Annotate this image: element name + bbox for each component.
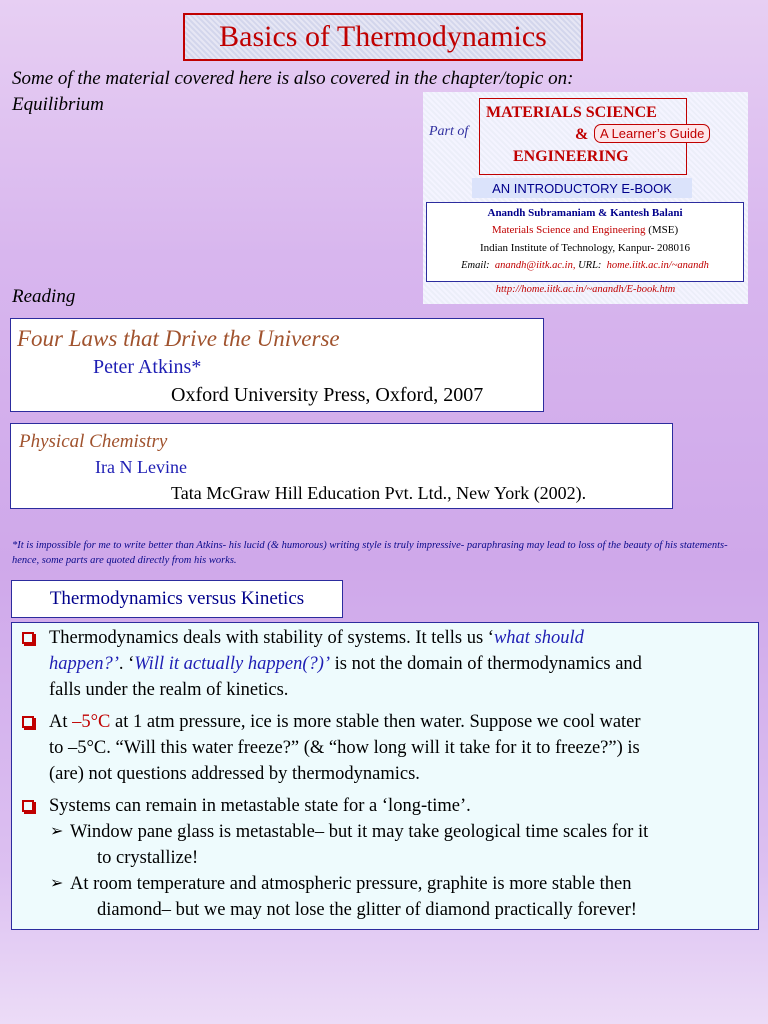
bullet-icon — [22, 716, 34, 728]
book-publisher: Tata McGraw Hill Education Pvt. Ltd., New York (2002). — [171, 483, 587, 503]
text: is not the domain of thermodynamics and — [330, 654, 642, 674]
section-title-box — [11, 580, 343, 618]
book-author: Peter Atkins* — [93, 356, 202, 378]
bullet-icon — [22, 800, 34, 812]
book-title: Physical Chemistry — [19, 431, 168, 452]
ebook-author-box — [426, 202, 744, 282]
intro-text: Some of the material covered here is also covered in the chapter/topic on: — [12, 68, 574, 89]
text: at 1 atm pressure, ice is more stable then water. Suppose we cool water — [110, 712, 641, 732]
sub-bullet-1-line-2: to crystallize! — [97, 848, 199, 868]
sub-bullet-1-line-1: Window pane glass is metastable– but it may take geological time scales for it — [70, 822, 649, 842]
ebook-title-line1: MATERIALS SCIENCE — [486, 104, 657, 121]
ebook-email-label: Email: — [461, 260, 490, 271]
ebook-banner — [423, 92, 748, 304]
ebook-authors: Anandh Subramaniam & Kantesh Balani — [487, 207, 683, 219]
book-reference-2 — [10, 423, 673, 509]
book-author: Ira N Levine — [95, 457, 187, 477]
bullet-1-line-3: falls under the realm of kinetics. — [49, 680, 289, 700]
sub-bullet-2-line-2: diamond– but we may not lose the glitter of diamond practically forever! — [97, 900, 637, 920]
bullet-3-line-1: Systems can remain in metastable state for a ‘long-time’. — [49, 796, 471, 816]
text: Thermodynamics deals with stability of systems. It tells us ‘ — [49, 628, 494, 648]
reading-label: Reading — [12, 286, 76, 307]
text: At — [49, 712, 73, 732]
ebook-part-of: Part of — [429, 124, 469, 139]
ebook-department — [427, 224, 743, 236]
arrow-bullet-icon: ➢ — [50, 823, 64, 840]
ebook-url-label: URL: — [578, 260, 602, 271]
book-publisher: Oxford University Press, Oxford, 2007 — [171, 384, 484, 406]
ebook-title-amp: & — [575, 126, 589, 143]
bullet-1-line-1 — [49, 625, 584, 651]
ebook-dept-abbr: (MSE) — [648, 224, 679, 236]
emphasis: Will it actually happen(?)’ — [134, 654, 331, 674]
section-title: Thermodynamics versus Kinetics — [49, 588, 305, 609]
sub-bullet-2-line-1: At room temperature and atmospheric pressure, graphite is more stable then — [70, 874, 632, 894]
ebook-url-link[interactable]: http://home.iitk.ac.in/~anandh/E-book.htm — [495, 284, 676, 295]
page-title-box — [183, 13, 583, 61]
bullet-2-line-1 — [49, 709, 641, 735]
bullet-2-line-3: (are) not questions addressed by thermodynamics. — [49, 764, 420, 784]
emphasis: –5°C — [72, 712, 111, 732]
book-reference-1 — [10, 318, 544, 412]
emphasis: what should — [493, 628, 584, 648]
ebook-title-line2: ENGINEERING — [513, 148, 629, 165]
ebook-badge: A Learner’s Guide — [594, 124, 710, 143]
ebook-subtitle: AN INTRODUCTORY E-BOOK — [472, 178, 692, 198]
ebook-homepage-link[interactable]: home.iitk.ac.in/~anandh — [606, 260, 709, 271]
ebook-email-link[interactable]: anandh@iitk.ac.in, — [494, 260, 576, 271]
text: . ‘ — [118, 654, 135, 674]
footnote: *It is impossible for me to write better than Atkins- his lucid (& humorous) writing style is truly impressive- paraphrasing may lead to loss of the beauty of his statements- hence, some parts are quoted directly from his works. — [12, 540, 728, 566]
arrow-bullet-icon: ➢ — [50, 875, 64, 892]
ebook-institute: Indian Institute of Technology, Kanpur- 208016 — [479, 242, 691, 254]
bullet-icon — [22, 632, 34, 644]
bullet-2-line-2: to –5°C. “Will this water freeze?” (& “how long will it take for it to freeze?”) is — [49, 738, 640, 758]
bullet-1-line-2 — [49, 651, 642, 677]
emphasis: happen?’ — [49, 654, 119, 674]
ebook-dept-name: Materials Science and Engineering — [491, 224, 646, 236]
content-box — [11, 622, 759, 930]
intro-topic-link[interactable]: Equilibrium — [12, 94, 104, 115]
page-title: Basics of Thermodynamics — [219, 20, 547, 53]
book-title: Four Laws that Drive the Universe — [17, 326, 340, 351]
ebook-contact — [427, 260, 743, 271]
